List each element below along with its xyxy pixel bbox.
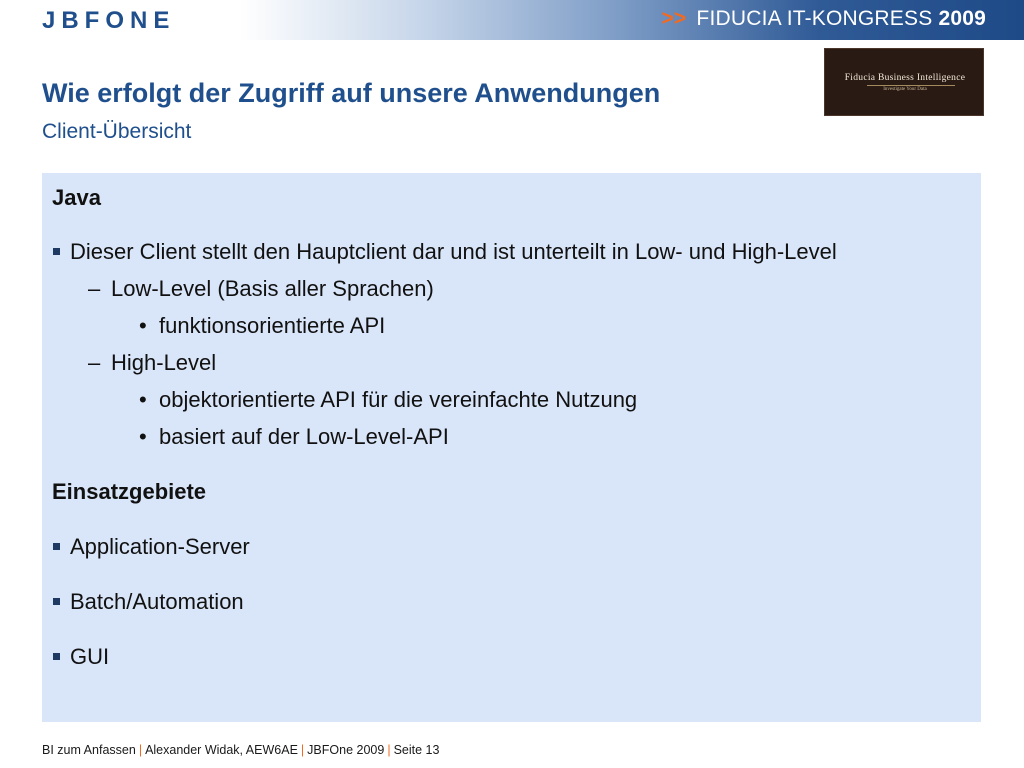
- footer-part: JBFOne 2009: [307, 743, 385, 757]
- sub-item-low-level: Low-Level (Basis aller Sprachen): [111, 276, 434, 301]
- footer-part: BI zum Anfassen: [42, 743, 136, 757]
- footer-part: Alexander Widak, AEW6AE: [145, 743, 298, 757]
- footer-separator: |: [138, 743, 143, 757]
- list-item: GUI: [70, 644, 110, 669]
- section-heading-java: Java: [52, 185, 101, 210]
- congress-name: FIDUCIA IT-KONGRESS: [696, 7, 933, 30]
- dot-marker: •: [139, 387, 147, 412]
- dot-marker: •: [139, 313, 147, 338]
- sub-sub-item: basiert auf der Low-Level-API: [159, 424, 449, 449]
- footer: [42, 743, 439, 757]
- dash-marker: –: [88, 276, 101, 301]
- section-heading-einsatzgebiete: Einsatzgebiete: [52, 479, 207, 504]
- congress-arrows: >>: [661, 7, 687, 30]
- list-item: Batch/Automation: [70, 589, 244, 614]
- dash-marker: –: [88, 350, 101, 375]
- page-title: Wie erfolgt der Zugriff auf unsere Anwendungen: [42, 78, 661, 108]
- footer-separator: |: [387, 743, 391, 757]
- fiducia-bi-logo-name: Fiducia Business Intelligence: [844, 73, 966, 83]
- sub-item-high-level: High-Level: [111, 350, 217, 375]
- content-box: [42, 173, 981, 722]
- bullet-main: Dieser Client stellt den Hauptclient dar und ist unterteilt in Low- und High-Level: [70, 239, 837, 264]
- sub-sub-item: objektorientierte API für die vereinfachte Nutzung: [159, 387, 638, 412]
- jbfone-logo: [42, 6, 210, 32]
- square-bullet-icon: [53, 248, 60, 255]
- list-item: Application-Server: [70, 534, 250, 559]
- congress-title: [661, 7, 986, 33]
- header-banner: [0, 0, 1024, 40]
- footer-part: Seite 13: [393, 743, 440, 757]
- fiducia-bi-logo: [824, 48, 984, 116]
- footer-separator: |: [300, 743, 305, 757]
- dot-marker: •: [139, 424, 147, 449]
- page-subtitle: Client-Übersicht: [42, 120, 192, 143]
- sub-sub-item: funktionsorientierte API: [159, 313, 386, 338]
- svg-text:JBFONE: JBFONE: [42, 7, 176, 32]
- logo-divider: [867, 85, 955, 86]
- square-bullet-icon: [53, 598, 60, 605]
- square-bullet-icon: [53, 543, 60, 550]
- square-bullet-icon: [53, 653, 60, 660]
- congress-year: 2009: [938, 7, 986, 30]
- fiducia-bi-logo-tagline: Investigate Your Data: [883, 87, 927, 92]
